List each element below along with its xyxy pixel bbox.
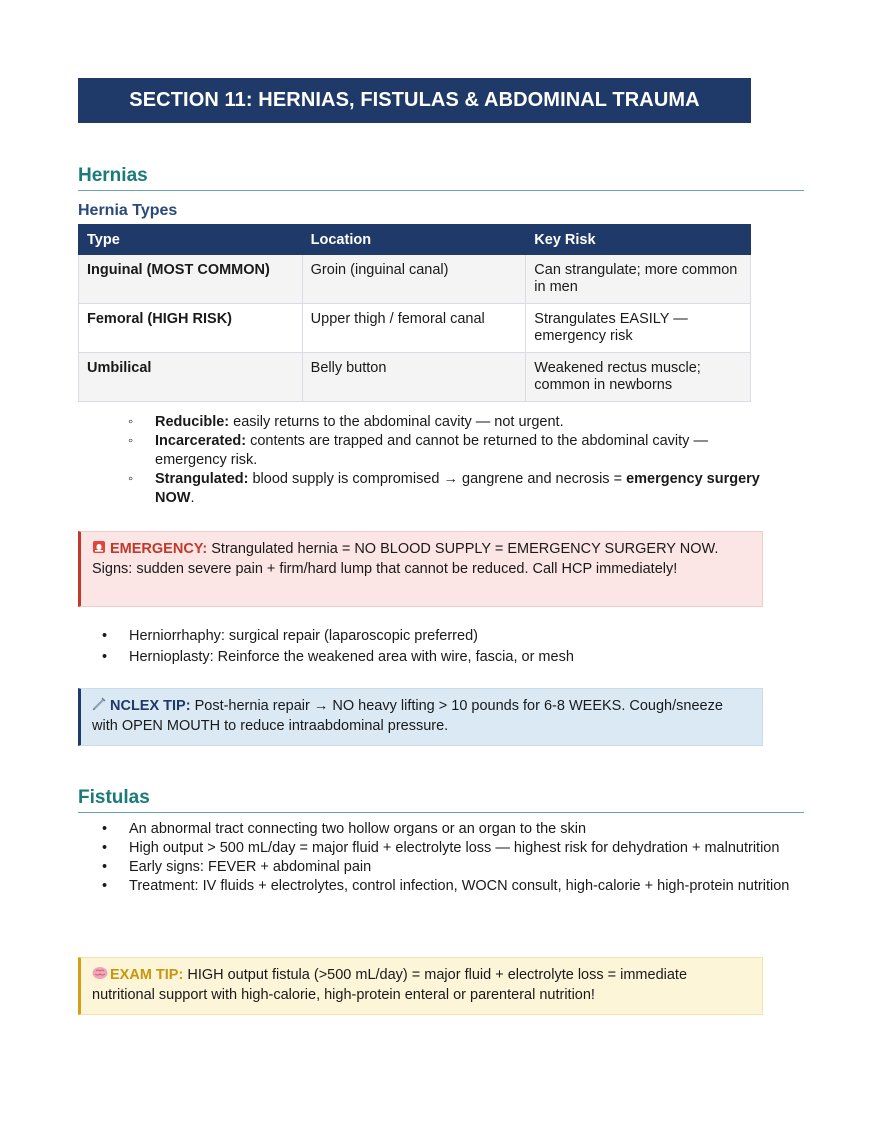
table-row <box>79 255 751 304</box>
table-cell-key-risk: Can strangulate; more common in men <box>526 255 751 304</box>
term-emphasis: emergency surgery NOW <box>155 471 760 506</box>
list-item <box>128 413 778 432</box>
list-item-text: An abnormal tract connecting two hollow organs or an organ to the skin <box>129 821 587 837</box>
list-item <box>128 432 778 470</box>
bullet-marker: ◦ <box>128 433 134 449</box>
table-header-row <box>79 225 751 255</box>
table-cell-location: Upper thigh / femoral canal <box>302 304 526 353</box>
table-cell-type: Umbilical <box>79 353 303 402</box>
list-item-text: High output > 500 mL/day = major fluid + electrolyte loss — highest risk for dehydration + malnutrition <box>129 840 780 856</box>
hernias-heading: Hernias <box>78 165 804 191</box>
term-description: easily returns to the abdominal cavity — not urgent. <box>229 414 564 430</box>
term-description: contents are trapped and cannot be returned to the abdominal cavity — emergency risk. <box>155 433 708 468</box>
list-item <box>102 877 802 896</box>
exam-tip-label: EXAM TIP: <box>110 967 184 983</box>
column-header-location: Location <box>302 225 526 255</box>
hernia-types-table <box>78 224 751 402</box>
table-cell-key-risk: Strangulates EASILY — emergency risk <box>526 304 751 353</box>
nclex-tip-callout <box>78 688 763 746</box>
column-header-type: Type <box>79 225 303 255</box>
term-label: Incarcerated: <box>155 433 247 449</box>
emergency-callout <box>78 531 763 607</box>
brain-icon <box>92 966 106 980</box>
bullet-marker: ◦ <box>128 471 134 487</box>
list-item <box>102 858 802 877</box>
bullet-marker: • <box>102 840 108 856</box>
bullet-marker: • <box>102 628 108 644</box>
list-item-text: Treatment: IV fluids + electrolytes, control infection, WOCN consult, high-calorie + high-protein nutrition <box>129 878 790 894</box>
list-item <box>128 470 778 508</box>
table-cell-location: Groin (inguinal canal) <box>302 255 526 304</box>
siren-icon <box>92 540 106 554</box>
table-cell-location: Belly button <box>302 353 526 402</box>
bullet-marker: ◦ <box>128 414 134 430</box>
list-item-text: Hernioplasty: Reinforce the weakened area with wire, fascia, or mesh <box>129 649 574 665</box>
list-item-text: Herniorrhaphy: surgical repair (laparoscopic preferred) <box>129 628 478 644</box>
exam-tip-text: HIGH output fistula (>500 mL/day) = major fluid + electrolyte loss = immediate nutritional support with high-calorie, high-protein enteral or parenteral nutrition! <box>92 967 688 1003</box>
nclex-tip-label: NCLEX TIP: <box>110 698 191 714</box>
list-item <box>102 839 802 858</box>
bullet-marker: • <box>102 878 108 894</box>
syringe-icon <box>92 697 106 711</box>
table-cell-key-risk: Weakened rectus muscle; common in newborns <box>526 353 751 402</box>
exam-tip-callout <box>78 957 763 1015</box>
table-row <box>79 353 751 402</box>
table-row <box>79 304 751 353</box>
term-label: Reducible: <box>155 414 230 430</box>
hernia-types-subheading: Hernia Types <box>78 202 178 219</box>
list-item <box>102 648 802 667</box>
emergency-text: Strangulated hernia = NO BLOOD SUPPLY = EMERGENCY SURGERY NOW. Signs: sudden severe pain + firm/hard lump that cannot be reduced. Call HCP immediately! <box>92 541 719 577</box>
section-banner: SECTION 11: HERNIAS, FISTULAS & ABDOMINAL TRAUMA <box>78 78 751 123</box>
bullet-marker: • <box>102 821 108 837</box>
nclex-tip-text: Post-hernia repair → NO heavy lifting > 10 pounds for 6-8 WEEKS. Cough/sneeze with OPEN MOUTH to reduce intraabdominal pressure. <box>92 698 723 734</box>
term-tail: . <box>190 490 195 506</box>
term-label: Strangulated: <box>155 471 249 487</box>
list-item <box>102 820 802 839</box>
list-item-text: Early signs: FEVER + abdominal pain <box>129 859 372 875</box>
list-item <box>102 627 802 646</box>
emergency-label: EMERGENCY: <box>110 541 208 557</box>
bullet-marker: • <box>102 649 108 665</box>
fistulas-heading: Fistulas <box>78 787 804 813</box>
bullet-marker: • <box>102 859 108 875</box>
table-cell-type: Femoral (HIGH RISK) <box>79 304 303 353</box>
column-header-key-risk: Key Risk <box>526 225 751 255</box>
table-cell-type: Inguinal (MOST COMMON) <box>79 255 303 304</box>
repair-list <box>102 627 802 667</box>
term-description: blood supply is compromised → gangrene and necrosis = <box>248 471 627 487</box>
fistula-list <box>102 820 802 896</box>
hernia-states-list <box>128 413 778 508</box>
